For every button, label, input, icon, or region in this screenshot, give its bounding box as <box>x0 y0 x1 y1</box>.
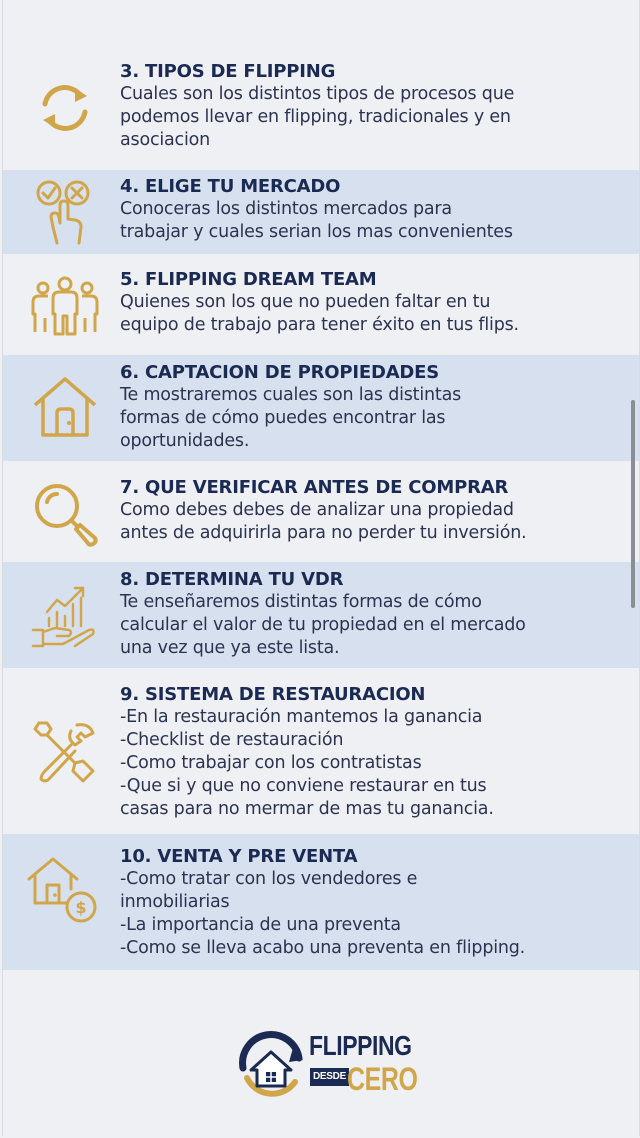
item-title: 3. TIPOS DE FLIPPING <box>120 61 336 82</box>
desc-line: calcular el valor de tu propiedad en el mercado <box>120 615 526 635</box>
desc-line: -Que si y que no conviene restaurar en tus <box>120 776 487 796</box>
item-text <box>120 268 620 337</box>
flipping-desde-cero-logo <box>235 1028 418 1100</box>
desc-line: trabajar y cuales serian los mas convenientes <box>120 222 513 242</box>
item-description <box>120 291 620 337</box>
desc-line: -La importancia de una preventa <box>120 915 401 935</box>
item-description <box>120 198 620 244</box>
item-description <box>120 499 620 545</box>
logo-word-cero: CERO <box>347 1061 418 1097</box>
item-title: 7. QUE VERIFICAR ANTES DE COMPRAR <box>120 477 509 498</box>
desc-line: -Como tratar con los vendedores e <box>120 869 418 889</box>
desc-line: -Como trabajar con los contratistas <box>120 753 422 773</box>
item-text <box>120 476 620 545</box>
desc-line: formas de cómo puedes encontrar las <box>120 408 446 428</box>
item-title: 6. CAPTACION DE PROPIEDADES <box>120 362 440 383</box>
refresh-arrows-icon <box>31 74 99 142</box>
desc-line: una vez que ya este lista. <box>120 638 340 658</box>
desc-line: inmobiliarias <box>120 892 230 912</box>
svg-text:$: $ <box>75 898 87 917</box>
desc-line: Te enseñaremos distintas formas de cómo <box>120 592 482 612</box>
item-text <box>120 683 620 821</box>
scrollbar-thumb[interactable] <box>631 400 635 608</box>
content-frame <box>2 0 640 1136</box>
desc-line: -Checklist de restauración <box>120 730 344 750</box>
desc-line: podemos llevar en flipping, tradicionales y en <box>120 107 511 127</box>
desc-line: Cuales son los distintos tipos de procesos que <box>120 84 515 104</box>
house-money-icon <box>27 853 99 925</box>
item-description <box>120 591 620 660</box>
desc-line: Quienes son los que no pueden faltar en tu <box>120 292 491 312</box>
hand-choice-icon <box>31 177 99 245</box>
desc-line: antes de adquirirla para no perder tu inversión. <box>120 523 527 543</box>
desc-line: Conoceras los distintos mercados para <box>120 199 452 219</box>
item-text <box>120 568 620 660</box>
item-text <box>120 361 620 453</box>
logo-word-desde: DESDE <box>310 1068 349 1086</box>
desc-line: asociacion <box>120 130 211 150</box>
desc-line: oportunidades. <box>120 431 250 451</box>
item-title: 9. SISTEMA DE RESTAURACION <box>120 684 426 705</box>
house-icon <box>31 373 99 441</box>
item-description <box>120 83 620 152</box>
desc-line: Como debes debes de analizar una propiedad <box>120 500 514 520</box>
desc-line: equipo de trabajo para tener éxito en tus flips. <box>120 315 519 335</box>
logo-word-flipping: FLIPPING <box>309 1030 412 1061</box>
growth-chart-hand-icon <box>31 582 99 650</box>
item-title: 8. DETERMINA TU VDR <box>120 569 344 590</box>
team-icon <box>31 274 99 342</box>
item-title: 5. FLIPPING DREAM TEAM <box>120 269 377 290</box>
item-title: 4. ELIGE TU MERCADO <box>120 176 341 197</box>
item-description <box>120 706 620 821</box>
item-text <box>120 175 620 244</box>
magnifier-icon <box>31 480 99 548</box>
item-description <box>120 868 620 960</box>
desc-line: -Como se lleva acabo una preventa en flipping. <box>120 938 526 958</box>
item-text <box>120 60 620 152</box>
desc-line: Te mostraremos cuales son las distintas <box>120 385 462 405</box>
desc-line: -En la restauración mantemos la ganancia <box>120 707 483 727</box>
item-title: 10. VENTA Y PRE VENTA <box>120 846 358 867</box>
logo-house-icon <box>235 1028 307 1100</box>
item-description <box>120 384 620 453</box>
desc-line: casas para no mermar de mas tu ganancia. <box>120 799 494 819</box>
item-text <box>120 845 620 960</box>
tools-icon <box>31 719 99 787</box>
